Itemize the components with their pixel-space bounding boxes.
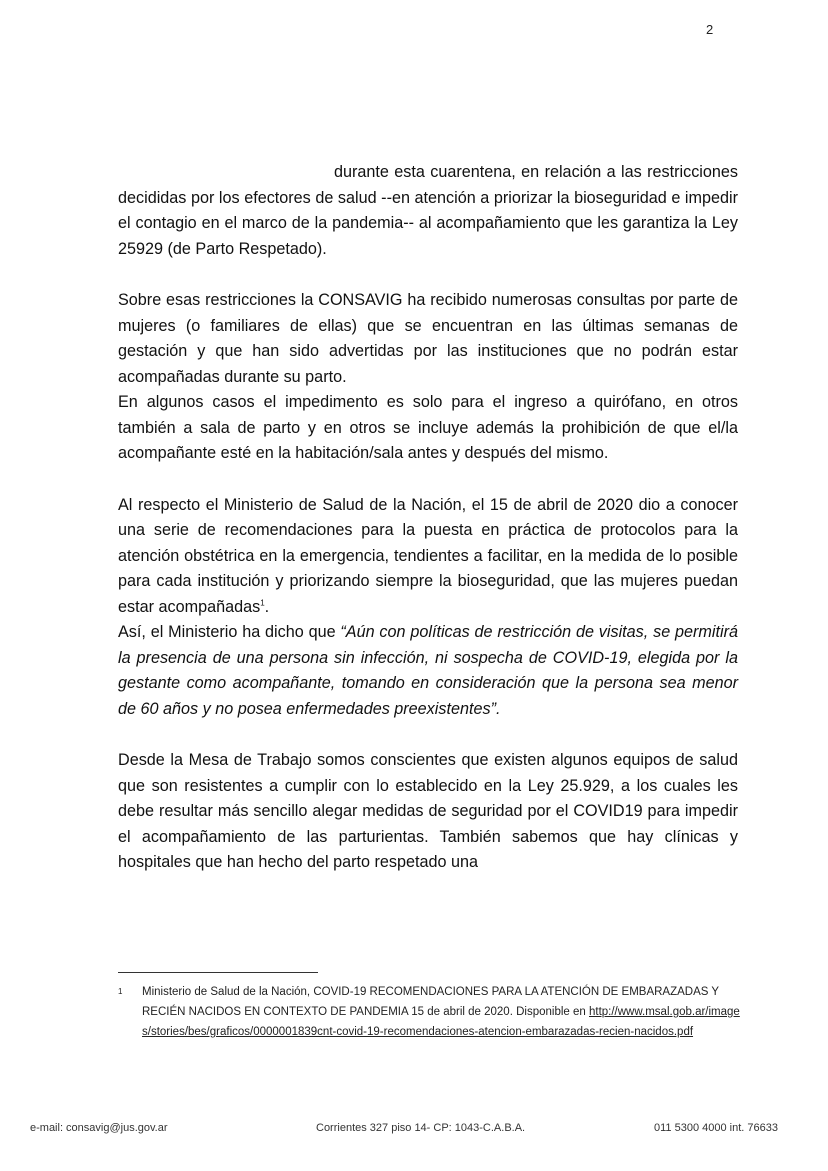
footnote <box>118 982 740 1042</box>
quote-lead: Así, el Ministerio ha dicho que <box>118 623 341 641</box>
paragraph-mesa-trabajo: Desde la Mesa de Trabajo somos conscientes que existen algunos equipos de salud que son resistentes a cumplir con lo establecido en la Ley 25.929, a los cuales les debe resultar más sencillo alegar medidas de seguridad por el COVID19 para impedir el acompañamiento de las parturientas. También sabemos que hay clínicas y hospitales que han hecho del parto respetado una <box>118 751 738 871</box>
paragraph-ministerio <box>118 493 738 621</box>
footer-address: Corrientes 327 piso 14- CP: 1043-C.A.B.A. <box>316 1122 526 1134</box>
footnote-text: Ministerio de Salud de la Nación, COVID-19 RECOMENDACIONES PARA LA ATENCIÓN DE EMBARAZADAS Y RECIÉN NACIDOS EN CONTEXTO DE PANDEMIA 15 de abril de 2020. Disponible en <box>142 986 719 1018</box>
footnote-mark: 1 <box>118 987 123 996</box>
footnote-reference[interactable]: 1 <box>260 598 265 608</box>
ministry-quote: “Aún con políticas de restricción de visitas, se permitirá la presencia de una persona sin infección, ni sospecha de COVID-19, elegida por la gestante como acompañante, tomando en consideración que la persona sea menor de 60 años y no posea enfermedades preexistentes”. <box>118 623 738 718</box>
paragraph-ministerio-end: . <box>264 597 270 616</box>
footnote-link[interactable]: http://www.msal.gob.ar/images/stories/bes/graficos/0000001839cnt-covid-19-recomendaciones-atencion-embarazadas-recien-nacidos.pdf <box>142 1006 740 1038</box>
paragraph-restricciones: Sobre esas restricciones la CONSAVIG ha recibido numerosas consultas por parte de mujeres (o familiares de ellas) que se encuentran en las últimas semanas de gestación y que han sido advertidas por las instituciones que no podrán estar acompañadas durante su parto. <box>118 291 738 386</box>
document-body <box>118 160 738 876</box>
page-footer <box>0 1122 828 1138</box>
footer-phone: 011 5300 4000 int. 76633 <box>654 1122 778 1134</box>
footer-email: e-mail: consavig@jus.gov.ar <box>30 1122 168 1134</box>
footnote-body <box>142 982 740 1042</box>
paragraph-impedimento: En algunos casos el impedimento es solo para el ingreso a quirófano, en otros también a sala de parto y en otros se incluye además la prohibición de que el/la acompañante esté en la habitación/sala antes y después del mismo. <box>118 393 738 462</box>
page-number: 2 <box>706 22 714 37</box>
paragraph-cuarentena: durante esta cuarentena, en relación a las restricciones decididas por los efectores de salud --en atención a priorizar la bioseguridad e impedir el contagio en el marco de la pandemia-- al acompañamiento que les garantiza la Ley 25929 (de Parto Respetado). <box>118 163 738 258</box>
footnote-divider <box>118 972 318 973</box>
paragraph-ministerio-text: Al respecto el Ministerio de Salud de la Nación, el 15 de abril de 2020 dio a conocer una serie de recomendaciones para la puesta en práctica de protocolos para la atención obstétrica en la emergencia, tendientes a facilitar, en la medida de lo posible para cada institución y priorizando siempre la bioseguridad, que las mujeres puedan estar acompañadas <box>118 495 738 616</box>
paragraph-quote <box>118 620 738 722</box>
